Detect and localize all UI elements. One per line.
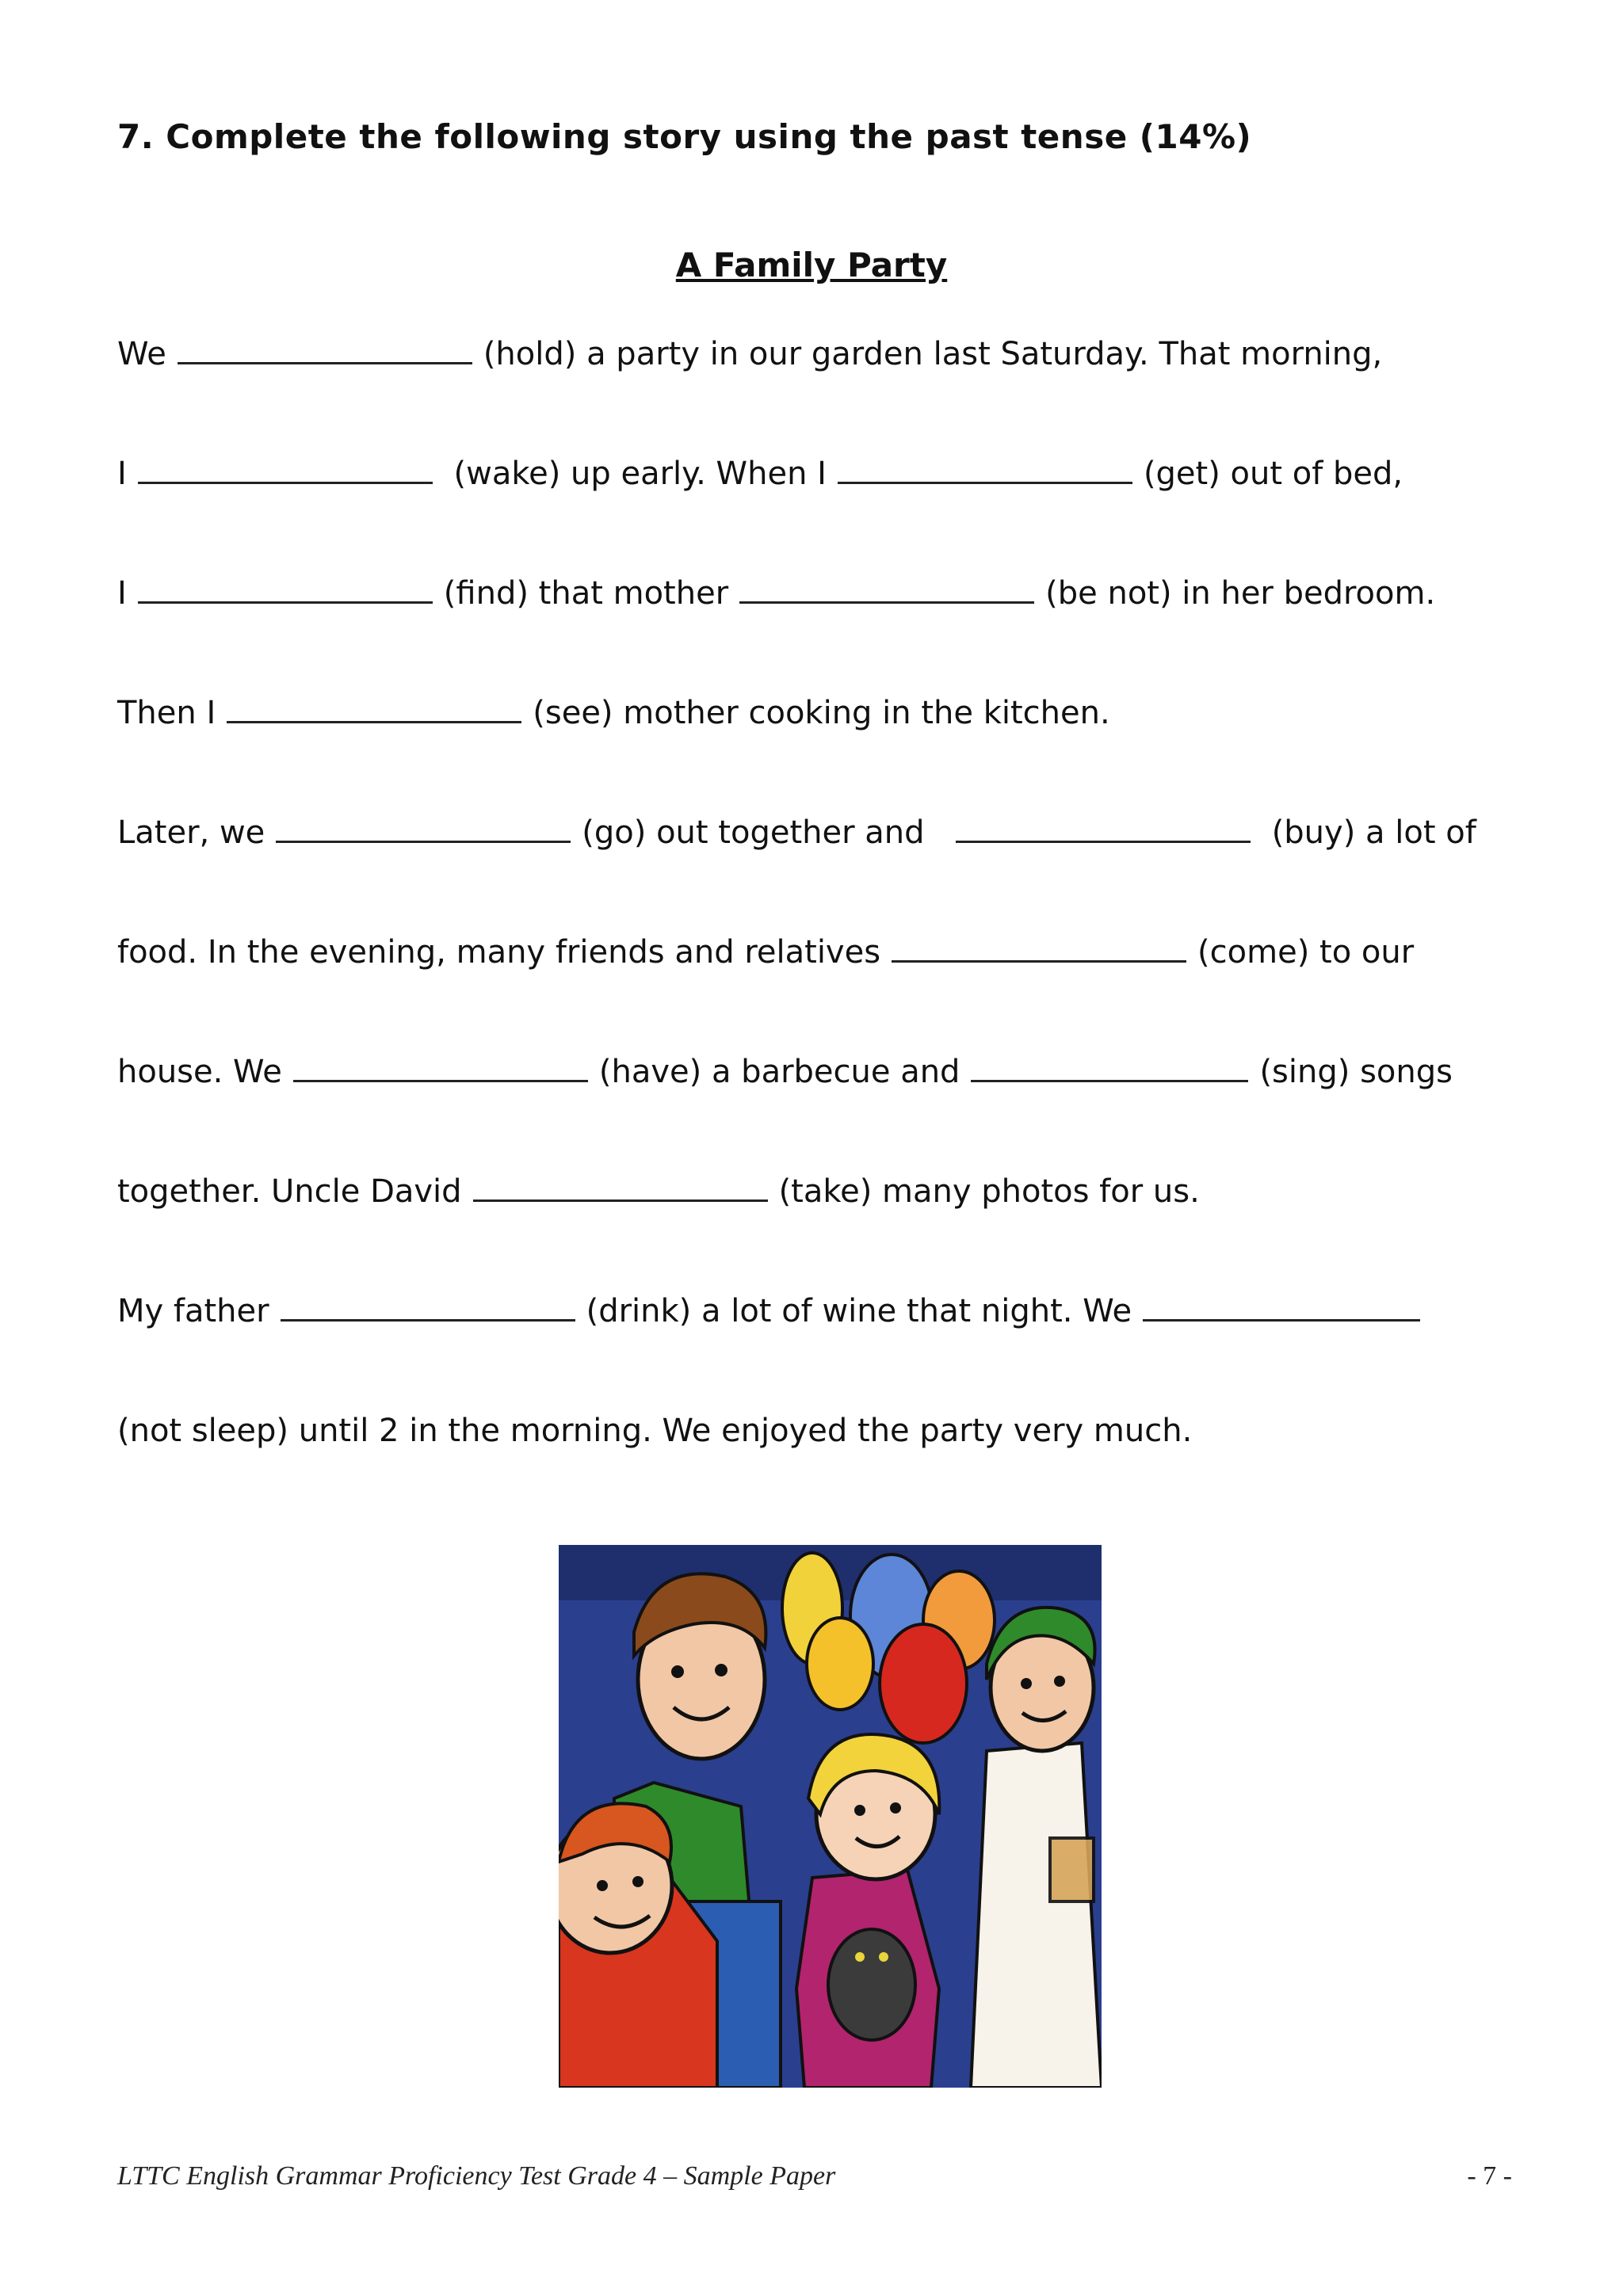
answer-blank[interactable] [138,597,433,604]
story-line-2 [117,456,1403,492]
story-line-9 [117,1293,1431,1329]
story-text: (take) many photos for us. [778,1173,1200,1210]
story-text: We [117,336,166,372]
answer-blank[interactable] [276,836,571,843]
answer-blank[interactable] [892,955,1186,963]
answer-blank[interactable] [281,1314,575,1322]
story-line-6 [117,934,1414,971]
story-text: (wake) up early. When I [453,456,827,492]
answer-blank[interactable] [838,477,1132,484]
story-text: house. We [117,1054,282,1090]
question-heading: 7. Complete the following story using the past tense (14%) [117,117,1252,156]
answer-blank[interactable] [227,716,521,723]
story-line-5 [117,814,1476,851]
story-title: A Family Party [675,246,948,284]
story-line-8 [117,1173,1200,1210]
answer-blank[interactable] [138,477,433,484]
story-line-3 [117,575,1435,612]
story-text: Later, we [117,814,265,851]
answer-blank[interactable] [293,1075,588,1082]
story-text: together. Uncle David [117,1173,462,1210]
story-line-4 [117,695,1110,731]
story-text: (buy) a lot of [1271,814,1476,851]
story-line-7 [117,1054,1453,1090]
story-text: (be not) in her bedroom. [1045,575,1436,612]
answer-blank[interactable] [739,597,1034,604]
story-text: (not sleep) until 2 in the morning. We enjoyed the party very much. [117,1413,1193,1449]
answer-blank[interactable] [956,836,1251,843]
answer-blank[interactable] [971,1075,1248,1082]
story-text: (drink) a lot of wine that night. We [586,1293,1132,1329]
answer-blank[interactable] [178,357,472,364]
story-text: (get) out of bed, [1143,456,1403,492]
story-text: (sing) songs [1259,1054,1453,1090]
answer-blank[interactable] [473,1195,768,1202]
story-line-1 [117,336,1382,372]
story-text: My father [117,1293,269,1329]
story-text: (have) a barbecue and [598,1054,960,1090]
story-text: (see) mother cooking in the kitchen. [533,695,1110,731]
story-text: (come) to our [1197,934,1415,971]
story-text: food. In the evening, many friends and relatives [117,934,881,971]
story-text: (go) out together and [582,814,925,851]
answer-blank[interactable] [1143,1314,1420,1322]
family-party-illustration [559,1545,1102,2088]
story-text: Then I [117,695,216,731]
page-number: - 7 - [1467,2161,1512,2191]
story-text: I [117,456,127,492]
story-text: (hold) a party in our garden last Saturday. That morning, [483,336,1383,372]
story-text: I [117,575,127,612]
story-text: (find) that mother [443,575,729,612]
story-line-10 [117,1413,1192,1449]
footer-title: LTTC English Grammar Proficiency Test Grade 4 – Sample Paper [117,2161,836,2191]
